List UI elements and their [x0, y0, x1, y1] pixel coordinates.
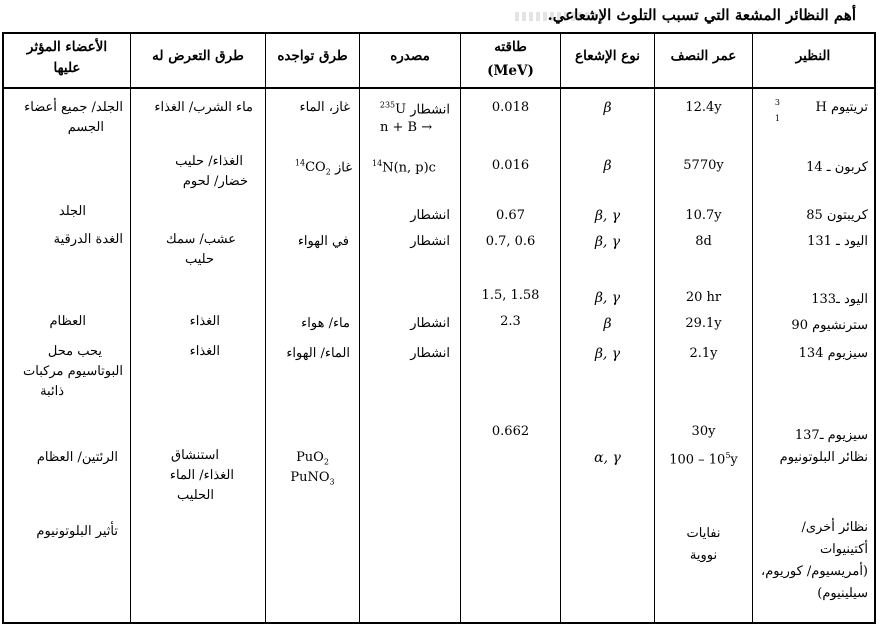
header-energy-unit: (MeV) — [487, 63, 534, 79]
exposure-plutonium: استنشاق — [171, 448, 219, 463]
exposure-carbon14: الغذاء/ حليب — [175, 154, 243, 169]
column-divider — [130, 34, 131, 622]
column-divider — [752, 34, 753, 622]
exposure-plutonium-3: الحليب — [177, 488, 214, 503]
source-tritium — [380, 96, 450, 120]
header-organs: الأعضاء المؤثر — [26, 39, 108, 55]
mass-number: 3 — [774, 98, 780, 107]
energy-strontium90: 2.3 — [500, 314, 521, 329]
presence-cesium134: الماء/ الهواء — [286, 346, 350, 361]
presence-plutonium-2 — [266, 468, 359, 493]
presence-tritium: غاز، الماء — [299, 100, 350, 115]
energy-tritium: 0.018 — [491, 100, 530, 115]
presence-carbon14 — [295, 154, 352, 183]
isotope-cesium137: سيزيوم ـ137 — [794, 428, 868, 443]
atomic-number: 1 — [774, 114, 780, 123]
half-life-range: 100 – 10 — [669, 452, 726, 468]
radiation-strontium90: β — [603, 316, 612, 332]
element-symbol: H — [815, 99, 827, 115]
isotope-iodine133: اليود ـ133 — [811, 292, 868, 307]
column-divider — [265, 34, 266, 622]
header-isotope: النظير — [795, 48, 831, 64]
puo2-subscript: 2 — [323, 457, 329, 467]
radiation-carbon14: β — [603, 158, 612, 174]
puo2-formula: PuO — [296, 450, 324, 465]
half-life-others: نفايات — [686, 526, 721, 541]
half-life-others-2: نووية — [689, 548, 718, 563]
presence-iodine131: في الهواء — [297, 234, 349, 249]
half-life-carbon14: 5770y — [683, 158, 724, 173]
header-organs-2: عليها — [53, 60, 81, 76]
half-life-plutonium — [655, 446, 752, 470]
half-life-iodine133: 20 hr — [685, 290, 722, 305]
organs-plutonium: الرئتين/ العظام — [36, 450, 118, 465]
source-iodine131: انشطار — [410, 234, 450, 249]
half-life-exponent: 5 — [725, 451, 731, 460]
source-fission-label: انشطار — [410, 102, 450, 118]
half-life-tritium: 12.4y — [685, 100, 722, 115]
source-carbon14 — [372, 154, 436, 178]
half-life-unit: y — [730, 452, 738, 468]
exposure-iodine131: عشب/ سمك — [166, 232, 236, 247]
isotope-others-4: سيلينيوم) — [817, 586, 868, 601]
presence-gas-label: غاز — [334, 160, 352, 176]
organs-others: تأثير البلوتونيوم — [36, 524, 118, 539]
isotope-strontium90: سترنشيوم 90 — [791, 318, 868, 333]
half-life-strontium90: 29.1y — [685, 316, 722, 331]
header-presence: طرق تواجده — [277, 48, 348, 64]
radiation-plutonium: α, γ — [594, 450, 621, 466]
source-reaction: N(n, p)c — [382, 160, 436, 176]
carbon-mass: 14 — [294, 159, 306, 168]
isotope-others-3: (أمريسيوم/ كوريوم، — [761, 564, 868, 579]
isotope-plutonium: نظائر البلوتونيوم — [779, 450, 868, 465]
header-half-life: عمر النصف — [670, 48, 737, 64]
isotope-name: تريتيوم — [830, 100, 868, 115]
isotope-carbon14: كربون ـ 14 — [806, 160, 868, 175]
organs-tritium: الجلد/ جميع أعضاء — [24, 100, 123, 115]
co2-formula: CO — [305, 160, 326, 176]
column-divider — [359, 34, 360, 622]
source-strontium90: انشطار — [410, 316, 450, 331]
organs-cesium134-3: ذائبة — [40, 384, 64, 399]
radiation-krypton85: β, γ — [594, 208, 621, 224]
radiation-iodine131: β, γ — [594, 234, 621, 250]
header-divider — [4, 87, 874, 89]
source-cesium134: انشطار — [410, 346, 450, 361]
organs-cesium134: يحب محل — [47, 344, 102, 359]
header-exposure: طرق التعرض له — [152, 48, 244, 64]
exposure-strontium90: الغذاء — [189, 314, 220, 329]
organs-krypton85: الجلد — [58, 204, 86, 219]
isotope-others-2: أكتينيوات — [819, 542, 868, 557]
isotope-iodine131: اليود ـ 131 — [807, 234, 868, 249]
energy-iodine131: 0.7, 0.6 — [485, 234, 536, 249]
presence-strontium90: ماء/ هواء — [301, 316, 350, 331]
energy-carbon14: 0.016 — [491, 158, 530, 173]
isotope-tritium — [774, 98, 868, 123]
header-source: مصدره — [390, 48, 430, 64]
table-title: أهم النظائر المشعة التي تسبب التلوث الإشعاعي. — [547, 6, 856, 24]
co2-subscript: 2 — [325, 167, 331, 177]
nitrogen-mass: 14 — [372, 159, 383, 168]
half-life-iodine131: 8d — [695, 234, 712, 249]
uranium-symbol: U — [395, 102, 407, 118]
exposure-cesium134: الغذاء — [189, 344, 220, 359]
isotopes-table — [2, 32, 876, 624]
exposure-carbon14-2: خضار/ لحوم — [182, 174, 248, 189]
source-tritium-reaction: n + B → — [380, 120, 433, 135]
organs-tritium-2: الجسم — [67, 120, 104, 135]
uranium-mass: 235 — [379, 101, 396, 110]
isotope-symbol-tritium — [815, 99, 827, 115]
puno3-subscript: 3 — [329, 477, 335, 487]
isotope-others: نظائر أخرى/ — [801, 520, 868, 535]
header-radiation-type: نوع الإشعاع — [575, 48, 640, 64]
half-life-krypton85: 10.7y — [685, 208, 722, 223]
organs-iodine131: الغدة الدرقية — [53, 232, 123, 247]
exposure-tritium: ماء الشرب/ الغذاء — [154, 100, 253, 115]
puno3-formula: PuNO — [290, 470, 330, 485]
isotope-cesium134: سيزيوم 134 — [798, 346, 868, 361]
exposure-iodine131-2: حليب — [184, 252, 214, 267]
half-life-cesium137: 30y — [691, 424, 716, 439]
energy-cesium137: 0.662 — [491, 424, 530, 439]
energy-krypton85: 0.67 — [496, 208, 525, 223]
organs-strontium90: العظام — [49, 314, 86, 329]
radiation-iodine133: β, γ — [594, 290, 621, 306]
radiation-tritium: β — [603, 100, 612, 116]
exposure-plutonium-2: الغذاء/ الماء — [169, 468, 234, 483]
energy-iodine133: 1.5, 1.58 — [481, 288, 540, 303]
header-energy: طاقته — [494, 39, 527, 55]
organs-cesium134-2: البوتاسيوم مركبات — [23, 364, 123, 379]
half-life-cesium134: 2.1y — [689, 346, 718, 361]
isotope-krypton85: كريبتون 85 — [806, 208, 868, 223]
source-krypton85: انشطار — [410, 208, 450, 223]
radiation-cesium134: β, γ — [594, 346, 621, 362]
